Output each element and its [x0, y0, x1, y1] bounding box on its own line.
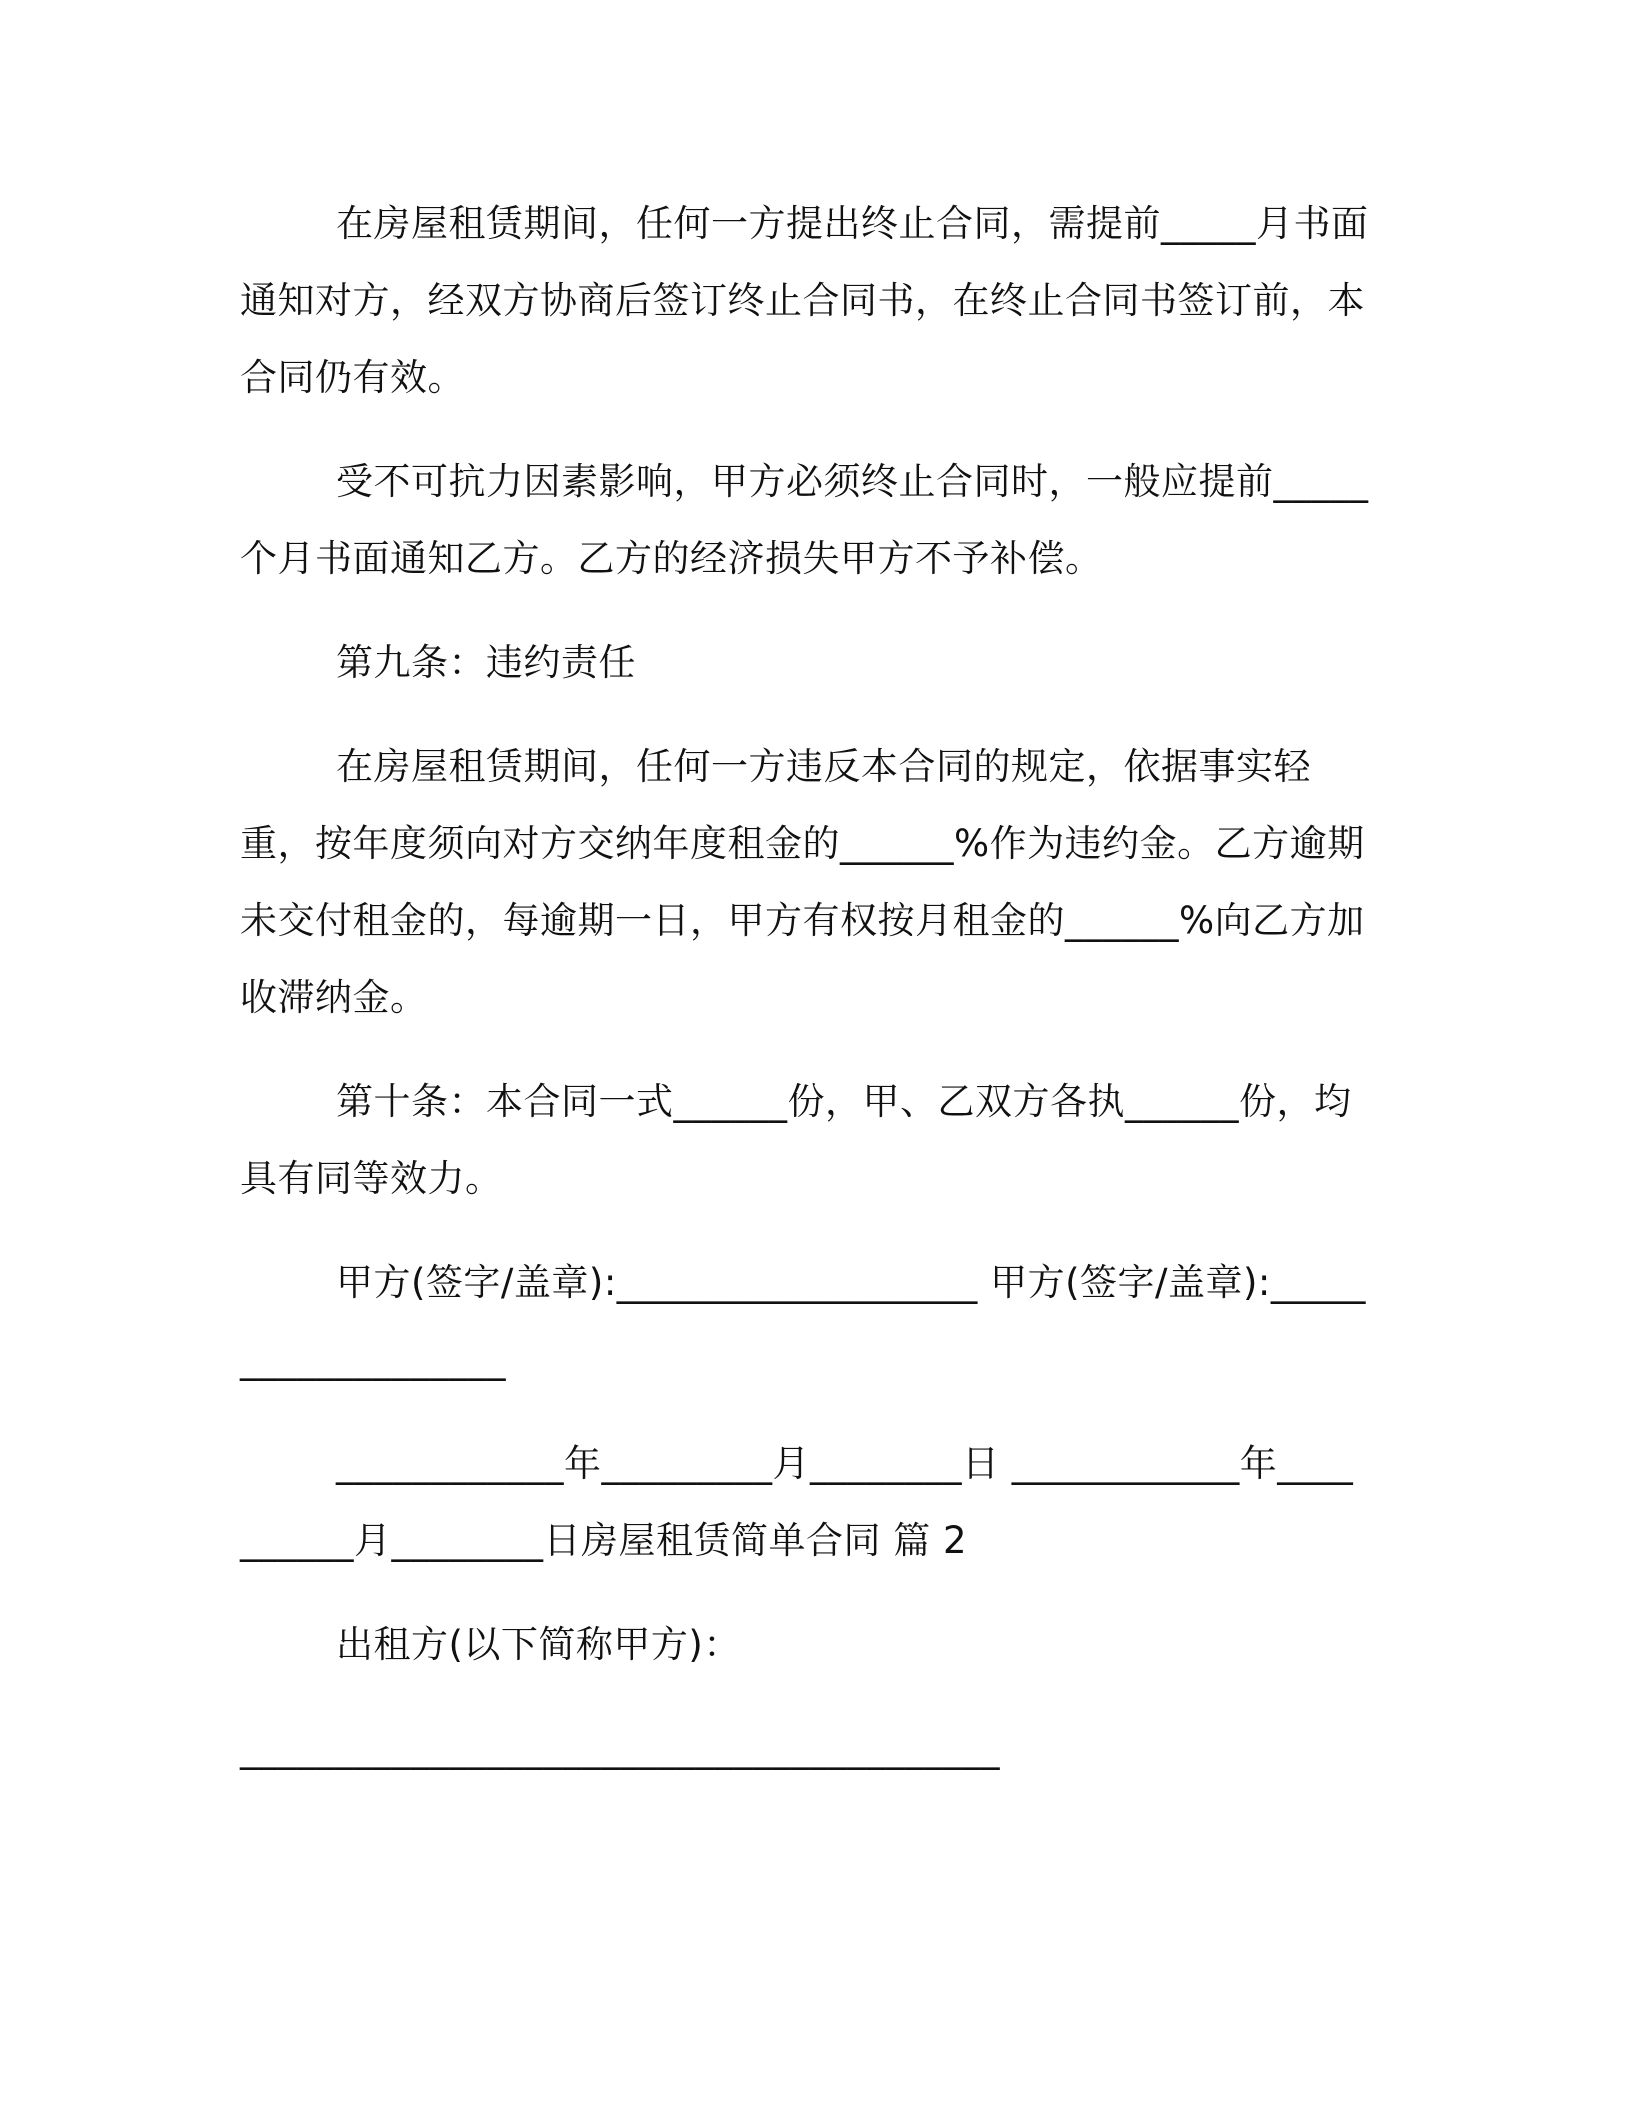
heading-article-9: 第九条：违约责任: [336, 641, 636, 684]
paragraph-force-majeure: 受不可抗力因素影响，甲方必须终止合同时，一般应提前_____个月书面通知乙方。乙方的经济损失甲方不予补偿。: [240, 460, 1369, 580]
paragraph-date-lines: ____________年_________月________日 ____________年__________月________日房屋租赁简单合同 篇 2: [240, 1442, 1354, 1562]
paragraph-breach-liability: 在房屋租赁期间，任何一方违反本合同的规定，依据事实轻重，按年度须向对方交纳年度租金的______%作为违约金。乙方逾期未交付租金的，每逾期一日，甲方有权按月租金的______%向乙方加收滞纳金。: [240, 745, 1365, 1019]
paragraph-lessor-blank-line: ________________________________________: [240, 1727, 1000, 1770]
paragraph-termination-notice: 在房屋租赁期间，任何一方提出终止合同，需提前_____月书面通知对方，经双方协商后签订终止合同书，在终止合同书签订前，本合同仍有效。: [240, 202, 1369, 399]
paragraph-article-10-copies: 第十条：本合同一式______份，甲、乙双方各执______份，均具有同等效力。: [240, 1080, 1352, 1200]
paragraph-signature-lines: 甲方(签字/盖章):___________________ 甲方(签字/盖章):___________________: [240, 1261, 1366, 1381]
document-body: [240, 185, 1370, 1787]
paragraph-lessor-label: 出租方(以下简称甲方)：: [336, 1623, 741, 1666]
